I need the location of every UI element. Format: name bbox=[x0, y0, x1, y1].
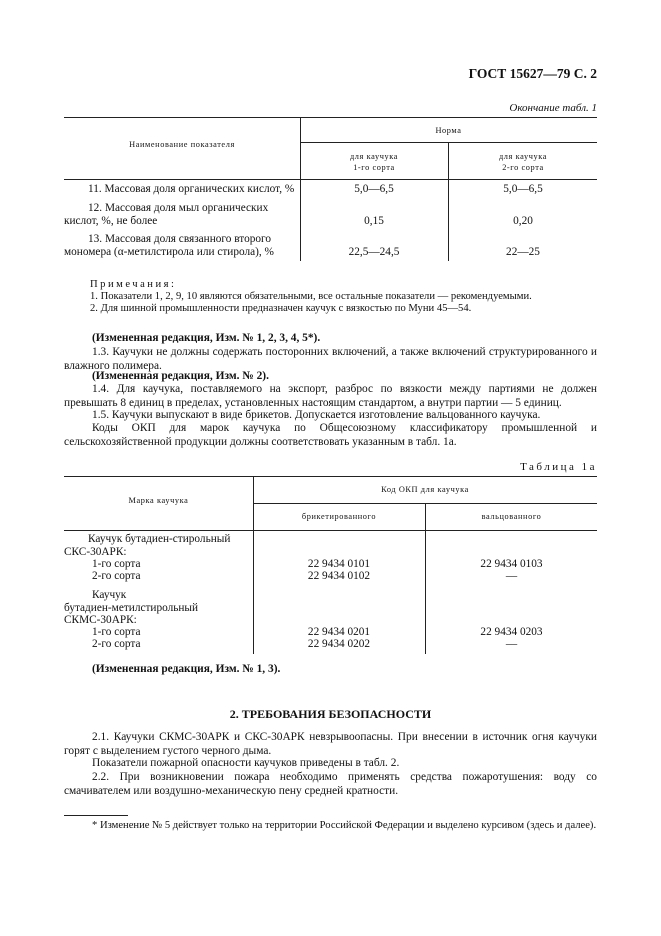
col-header-okp: Код ОКП для каучука bbox=[381, 485, 469, 494]
paragraph-1-5: 1.5. Каучуки выпускают в виде брикетов. Допускается изготовление вальцованного каучука. bbox=[92, 409, 541, 421]
table-cell: 22 9434 0203 bbox=[480, 626, 543, 638]
paragraph-2-1b: Показатели пожарной опасности каучуков приведены в табл. 2. bbox=[92, 757, 400, 769]
paragraph-1-3: 1.3. Каучуки не должны содержать посторонних включений, а также включений структурированного и влажного полимера. bbox=[64, 346, 597, 372]
paragraph-okp: Коды ОКП для марок каучука по Общесоюзному классификатору промышленной и сельскохозяйственной продукции должны соответствовать указанным в табл. 1а. bbox=[64, 422, 597, 448]
rubber-grade-name: бутадиен-метилстирольный bbox=[64, 602, 199, 614]
col-header-name: Наименование показателя bbox=[129, 140, 235, 149]
table-row-label: 1-го сорта bbox=[92, 558, 141, 570]
col-header-rolled: вальцованного bbox=[481, 512, 542, 521]
table-row-label: 2-го сорта bbox=[92, 638, 141, 650]
notes-title: Примечания: bbox=[90, 279, 177, 290]
col-header-norm: Норма bbox=[435, 126, 462, 135]
rubber-grade-name: СКС-30АРК: bbox=[64, 546, 127, 558]
table-cell: 5,0—6,5 bbox=[503, 183, 543, 195]
rubber-grade-name: СКМС-30АРК: bbox=[64, 614, 137, 626]
table-cell: 22 9434 0102 bbox=[307, 570, 371, 582]
col-header-briquetted: брикетированного bbox=[301, 512, 377, 521]
revision-note: (Измененная редакция, Изм. № 2). bbox=[92, 370, 269, 382]
revision-note: (Измененная редакция, Изм. № 1, 3). bbox=[92, 663, 281, 675]
col-header-grade1: для каучука bbox=[349, 152, 399, 161]
col-header-grade1: 1-го сорта bbox=[353, 163, 395, 172]
col-header-mark: Марка каучука bbox=[128, 496, 189, 505]
table-cell: 22,5—24,5 bbox=[348, 246, 400, 258]
col-header-grade2: 2-го сорта bbox=[502, 163, 544, 172]
table-row-label: кислот, %, не более bbox=[64, 215, 158, 227]
note-item: 1. Показатели 1, 2, 9, 10 являются обязательными, все остальные показатели — рекомендуемыми. bbox=[90, 291, 532, 302]
table-cell: — bbox=[505, 638, 518, 650]
footnote: * Изменение № 5 действует только на территории Российской Федерации и выделено курсивом (здесь и далее). bbox=[92, 820, 597, 831]
table-cell: 22—25 bbox=[506, 246, 540, 258]
table-cell: 0,15 bbox=[364, 215, 384, 227]
col-header-grade2: для каучука bbox=[498, 152, 548, 161]
footnote-rule bbox=[64, 815, 128, 816]
table-cell: 22 9434 0202 bbox=[307, 638, 371, 650]
table-cell: 0,20 bbox=[513, 215, 533, 227]
table-cell: 22 9434 0103 bbox=[480, 558, 543, 570]
paragraph-2-1: 2.1. Каучуки СКМС-30АРК и СКС-30АРК невзрывоопасны. При внесении в источник огня каучуки горят с выделением густого черного дыма. bbox=[64, 731, 597, 757]
table-cell: 5,0—6,5 bbox=[354, 183, 394, 195]
table-row-label: 1-го сорта bbox=[92, 626, 141, 638]
table-cell: 22 9434 0101 bbox=[307, 558, 371, 570]
revision-note: (Измененная редакция, Изм. № 1, 2, 3, 4, 5*). bbox=[92, 332, 321, 344]
table-cell: 22 9434 0201 bbox=[307, 626, 371, 638]
table-row-label: 12. Массовая доля мыл органических bbox=[88, 202, 269, 214]
table-cell: — bbox=[505, 570, 518, 582]
paragraph-2-2: 2.2. При возникновении пожара необходимо применять средства пожаротушения: воду со смачивателем или воздушно-механическую пену средней кратности. bbox=[64, 771, 597, 797]
table-row-label: 13. Массовая доля связанного второго bbox=[88, 233, 272, 245]
section-title: 2. ТРЕБОВАНИЯ БЕЗОПАСНОСТИ bbox=[229, 707, 432, 721]
table-row-label: мономера (α-метилстирола или стирола), % bbox=[64, 246, 274, 258]
note-item: 2. Для шинной промышленности предназначен каучук с вязкостью по Муни 45—54. bbox=[90, 303, 472, 314]
rubber-grade-name: Каучук bbox=[92, 589, 127, 601]
table-1a-title: Таблица 1а bbox=[520, 461, 597, 473]
table-continuation-label: Окончание табл. 1 bbox=[509, 102, 597, 114]
paragraph-1-4: 1.4. Для каучука, поставляемого на экспорт, разброс по вязкости между партиями не должен превышать 8 единиц в пределах, установленных настоящим стандартом, а внутри партии — 5 единиц. bbox=[64, 383, 597, 409]
page-header: ГОСТ 15627—79 С. 2 bbox=[468, 66, 597, 81]
table-row-label: 2-го сорта bbox=[92, 570, 141, 582]
table-row-label: 11. Массовая доля органических кислот, % bbox=[88, 183, 295, 195]
rubber-grade-name: Каучук бутадиен-стирольный bbox=[88, 533, 231, 545]
